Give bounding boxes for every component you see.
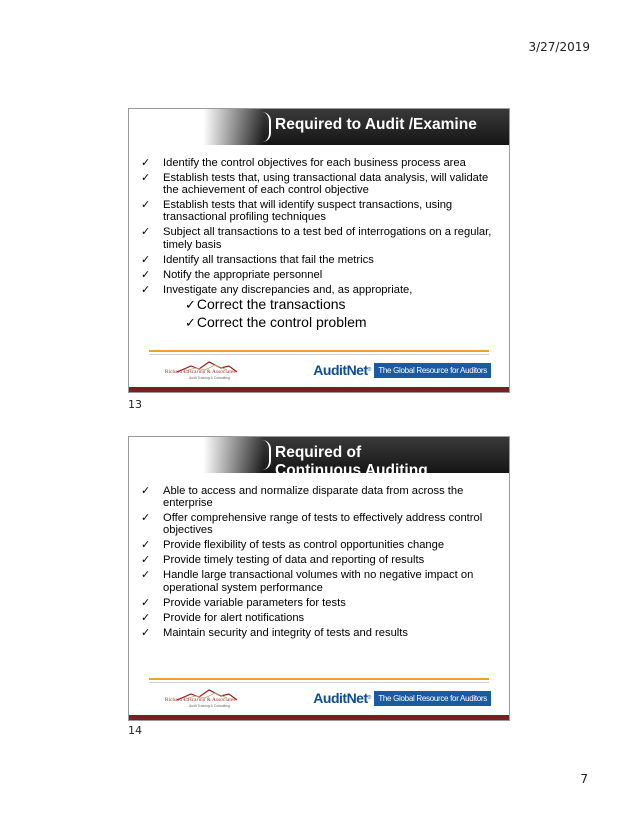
- checkmark-icon: ✓: [141, 268, 151, 281]
- auditnet-logo: AuditNet ® The Global Resource for Auditors: [313, 359, 491, 381]
- page-number: 7: [580, 772, 588, 786]
- slide-number: 14: [128, 724, 142, 737]
- bullet-item: ✓ Notify the appropriate personnel: [141, 268, 323, 281]
- bullet-item: ✓ Identify all transactions that fail the metrics: [141, 253, 374, 266]
- bullet-item: ✓ Offer comprehensive range of tests to effectively address control objectives: [141, 512, 483, 537]
- footer-divider: [149, 678, 489, 680]
- sub-bullet-list: [163, 296, 501, 331]
- checkmark-icon: ✓: [141, 157, 151, 169]
- checkmark-icon: ✓: [141, 626, 151, 639]
- logo-left-tagline: Audit Training & Consulting: [189, 704, 230, 708]
- auditnet-tagline: The Global Resource for Auditors: [374, 691, 491, 706]
- checkmark-icon: ✓: [141, 283, 151, 296]
- checkmark-icon: ✓: [185, 314, 196, 330]
- bullet-item: ✓ Able to access and normalize disparate data from across the enterprise: [141, 485, 464, 510]
- auditnet-logo: AuditNet ® The Global Resource for Auditors: [313, 687, 491, 709]
- bullet-item: ✓ Investigate any discrepancies and, as appropriate, ✓Correct the transactions ✓Correct the control problem: [139, 284, 501, 331]
- bullet-item: ✓ Provide for alert notifications: [141, 611, 305, 624]
- slide-title: Required to Audit /Examine: [275, 116, 477, 133]
- logo-left-name: Richard Cascarino & Associates: [165, 698, 236, 703]
- title-bracket-decoration: [262, 112, 271, 142]
- checkmark-icon: ✓: [141, 485, 151, 497]
- bullet-item: ✓ Maintain security and integrity of tests and results: [141, 626, 408, 639]
- checkmark-icon: ✓: [141, 253, 151, 266]
- auditnet-brand: AuditNet: [313, 690, 368, 706]
- sub-bullet-item: ✓Correct the control problem: [185, 313, 367, 330]
- document-date: 3/27/2019: [528, 40, 590, 54]
- auditnet-tagline: The Global Resource for Auditors: [374, 363, 491, 378]
- title-bracket-decoration: [262, 440, 271, 470]
- bullet-item: ✓ Handle large transactional volumes with no negative impact on operational system performance: [141, 569, 474, 594]
- auditnet-brand: AuditNet: [313, 362, 368, 378]
- logo-left-name: Richard Cascarino & Associates: [165, 370, 236, 375]
- checkmark-icon: ✓: [141, 596, 151, 609]
- slide-bottom-bar: [129, 387, 509, 392]
- bullet-item: ✓ Subject all transactions to a test bed of interrogations on a regular, timely basis: [141, 226, 492, 251]
- bullet-item: ✓ Provide flexibility of tests as control opportunities change: [141, 539, 445, 552]
- footer-divider: [149, 350, 489, 352]
- bullet-list: [139, 157, 501, 334]
- slide-14: [128, 436, 510, 721]
- checkmark-icon: ✓: [141, 226, 151, 239]
- checkmark-icon: ✓: [141, 611, 151, 624]
- slide-13: [128, 108, 510, 393]
- cascarino-logo: [165, 361, 251, 381]
- logo-left-tagline: Audit Training & Consulting: [189, 376, 230, 380]
- slide-title: Required of Continuous Auditing: [275, 444, 428, 479]
- checkmark-icon: ✓: [141, 539, 151, 552]
- bullet-item: ✓ Establish tests that will identify suspect transactions, using transactional profiling techniques: [141, 199, 453, 224]
- bullet-item: ✓ Provide timely testing of data and reporting of results: [141, 554, 425, 567]
- slide-bottom-bar: [129, 715, 509, 720]
- sub-bullet-item: ✓Correct the transactions: [185, 295, 346, 312]
- bullet-item: ✓ Identify the control objectives for each business process area: [141, 157, 466, 169]
- bullet-item: ✓ Provide variable parameters for tests: [141, 596, 346, 609]
- slide-number: 13: [128, 398, 142, 411]
- bullet-list: [139, 485, 501, 642]
- checkmark-icon: ✓: [141, 554, 151, 567]
- checkmark-icon: ✓: [141, 512, 151, 525]
- checkmark-icon: ✓: [185, 296, 196, 312]
- checkmark-icon: ✓: [141, 172, 151, 184]
- cascarino-logo: [165, 689, 251, 709]
- checkmark-icon: ✓: [141, 569, 151, 582]
- checkmark-icon: ✓: [141, 199, 151, 212]
- bullet-item: ✓ Establish tests that, using transactional data analysis, will validate the achievement of each control objective: [141, 172, 489, 197]
